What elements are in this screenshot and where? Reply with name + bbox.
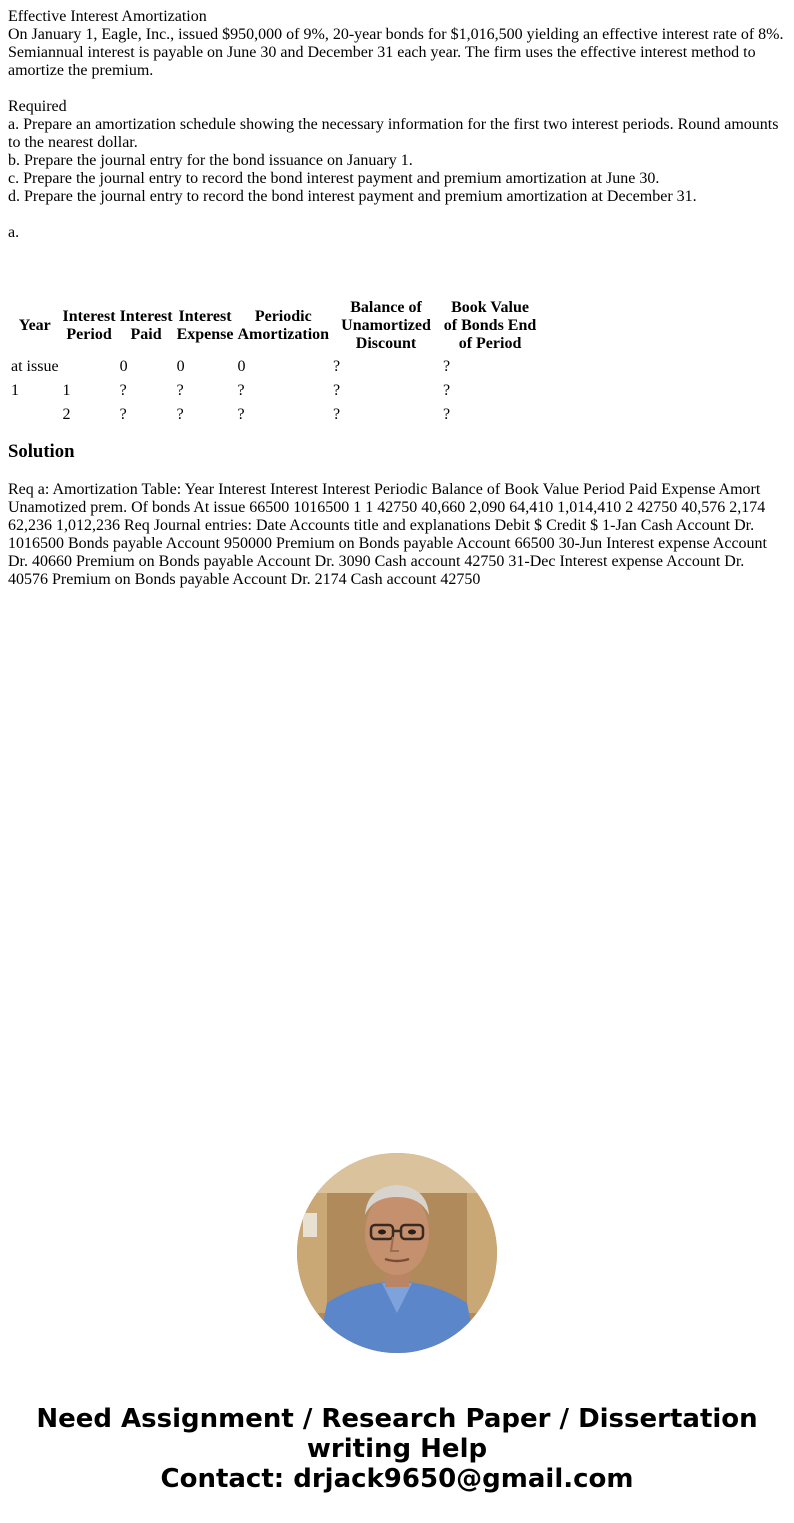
part-a-label: a. — [8, 224, 20, 241]
footer-contact-text: Contact: drjack9650@gmail.com — [160, 1464, 634, 1494]
spacer — [8, 206, 788, 224]
author-avatar — [297, 1153, 497, 1353]
header-periodic-amortization: Periodic Amortization — [237, 308, 330, 343]
table-row — [10, 404, 538, 426]
spacer — [8, 242, 788, 296]
amortization-table — [8, 296, 540, 428]
cell-unamortized-discount: ? — [333, 406, 341, 423]
requirement-c: c. Prepare the journal entry to record the bond interest payment and premium amortization at June 30. — [8, 170, 660, 187]
header-book-value: Book Value of Bonds End of Period — [443, 299, 537, 352]
table-row — [10, 380, 538, 402]
cell-periodic-amortization: 0 — [237, 358, 246, 375]
cell-book-value: ? — [443, 406, 451, 423]
header-year: Year — [18, 317, 51, 334]
cell-interest-period — [62, 356, 117, 378]
cell-interest-paid: 0 — [119, 358, 128, 375]
cell-periodic-amortization: ? — [237, 382, 245, 399]
header-interest-paid: Interest Paid — [119, 308, 173, 343]
cell-interest-paid: ? — [119, 406, 127, 423]
cell-interest-period: 2 — [62, 406, 71, 423]
requirement-d: d. Prepare the journal entry to record the bond interest payment and premium amortization at December 31. — [8, 188, 697, 205]
cell-periodic-amortization: ? — [237, 406, 245, 423]
cell-unamortized-discount: ? — [333, 358, 341, 375]
header-interest-period: Interest Period — [62, 308, 116, 343]
problem-document — [8, 8, 788, 589]
header-interest-expense: Interest Expense — [176, 308, 234, 343]
author-photo — [297, 1153, 497, 1353]
cell-year: at issue — [11, 358, 59, 375]
cell-interest-expense: ? — [176, 406, 184, 423]
table-row — [10, 356, 538, 378]
requirement-a: a. Prepare an amortization schedule showing the necessary information for the first two interest periods. Round amounts to the nearest dollar. — [8, 116, 779, 151]
cell-unamortized-discount: ? — [333, 382, 341, 399]
problem-title: Effective Interest Amortization — [8, 8, 207, 25]
required-label: Required — [8, 98, 67, 115]
spacer — [8, 80, 788, 98]
cell-year — [10, 404, 60, 426]
table-header-row — [10, 298, 538, 354]
cell-interest-period: 1 — [62, 382, 71, 399]
cell-interest-paid: ? — [119, 382, 127, 399]
solution-heading: Solution — [8, 441, 75, 462]
cell-book-value: ? — [443, 382, 451, 399]
cell-interest-expense: 0 — [176, 358, 185, 375]
problem-intro: On January 1, Eagle, Inc., issued $950,000 of 9%, 20-year bonds for $1,016,500 yielding an effective interest rate of 8%. Semiannual interest is payable on June 30 and December 31 each year. The firm uses the effective interest method to amortize the premium. — [8, 26, 784, 79]
footer-help-text: Need Assignment / Research Paper / Dissertation writing Help — [36, 1404, 758, 1464]
cell-interest-expense: ? — [176, 382, 184, 399]
header-unamortized-discount: Balance of Unamortized Discount — [341, 299, 431, 352]
solution-text: Req a: Amortization Table: Year Interest Interest Interest Periodic Balance of Book Value Period Paid Expense Amort Unamotized prem. Of bonds At issue 66500 1016500 1 1 42750 40,660 2,090 64,410 1,014,410 2 42750 40,576 2,174 62,236 1,012,236 Req Journal entries: Date Accounts title and explanations Debit $ Credit $ 1-Jan Cash Account Dr. 1016500 Bonds payable Account 950000 Premium on Bonds payable Account 66500 30-Jun Interest expense Account Dr. 40660 Premium on Bonds payable Account Dr. 3090 Cash account 42750 31-Dec Interest expense Account Dr. 40576 Premium on Bonds payable Account Dr. 2174 Cash account 42750 — [8, 481, 767, 588]
requirement-b: b. Prepare the journal entry for the bond issuance on January 1. — [8, 152, 413, 169]
cell-book-value: ? — [443, 358, 451, 375]
cell-year: 1 — [11, 382, 19, 399]
footer-banner — [0, 1404, 794, 1494]
